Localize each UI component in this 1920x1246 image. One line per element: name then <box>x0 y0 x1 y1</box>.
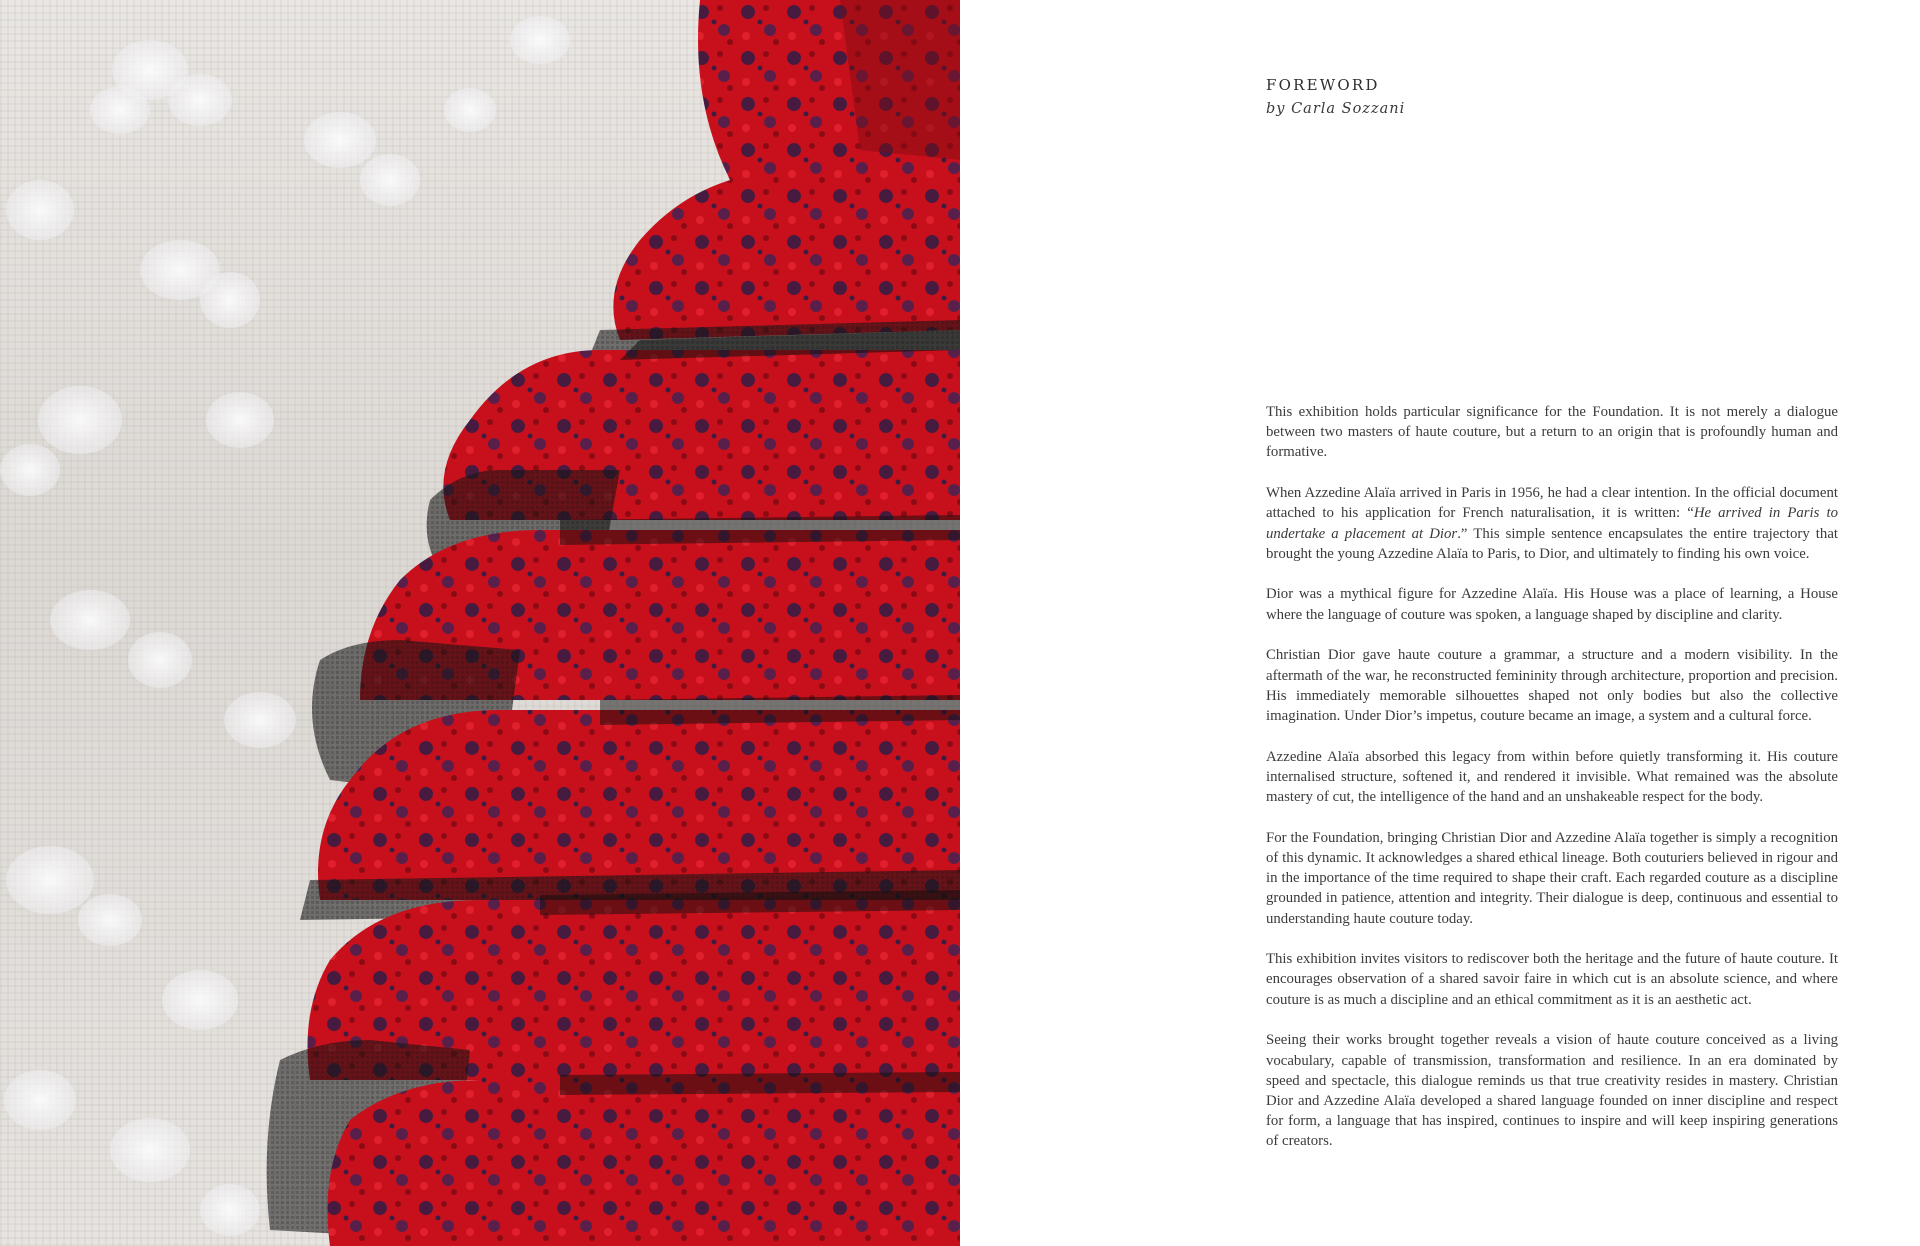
paragraph-1: This exhibition holds particular significance for the Foundation. It is not merely a dialogue between two masters of haute couture, but a return to an origin that is profoundly human and formative. <box>1266 404 1838 461</box>
paragraph-4: Christian Dior gave haute couture a grammar, a structure and a modern visibility. In the aftermath of the war, he reconstructed femininity through architecture, proportion and precision. His immediately memorable silhouettes shaped not only bodies but also the collective imagination. Under Dior’s impetus, couture became an image, a system and a cultural force. <box>1266 647 1838 724</box>
paragraph-7: This exhibition invites visitors to rediscover both the heritage and the future of haute couture. It encourages observation of a shared savoir faire in which cut is an absolute science, and where couture is as much a discipline and an ethical commitment as it is an aesthetic act. <box>1266 951 1838 1008</box>
foreword-title: FOREWORD <box>1266 76 1380 94</box>
foreword-author: by Carla Sozzani <box>1266 101 1406 117</box>
paragraph-2-quote: He arrived in Paris to undertake a placement at Dior <box>1266 505 1839 542</box>
paragraph-5: Azzedine Alaïa absorbed this legacy from within before quietly transforming it. His couture internalised structure, softened it, and rendered it invisible. What remained was the absolute mastery of cut, the intelligence of the hand and an unshakeable respect for the body. <box>1266 748 1838 806</box>
paragraph-2-start: When Azzedine Alaïa arrived in Paris in 1956, he had a clear intention. In the official document attached to his application for French naturalisation, it is written: “ <box>1266 485 1838 522</box>
foreword-body <box>1266 402 1838 1172</box>
paragraph-3: Dior was a mythical figure for Azzedine Alaïa. His House was a place of learning, a House where the language of couture was spoken, a language shaped by discipline and clarity. <box>1266 586 1838 623</box>
paragraph-6: For the Foundation, bringing Christian Dior and Azzedine Alaïa together is simply a recognition of this dynamic. It acknowledges a shared ethical lineage. Both couturiers believed in rigour and in the importance of the time required to shape their craft. Each regarded couture as a discipline grounded in patience, attention and integrity. Their dialogue is deep, continuous and essential to understanding haute couture today. <box>1266 829 1838 927</box>
paragraph-2-end: .” This simple sentence encapsulates the entire trajectory that brought the young Azzedine Alaïa to Paris, to Dior, and ultimately to finding his own voice. <box>1266 525 1838 562</box>
foreword-heading <box>1266 76 1405 117</box>
foreword-page <box>960 0 1920 1246</box>
paragraph-2 <box>1266 483 1838 564</box>
paragraph-8: Seeing their works brought together reveals a vision of haute couture conceived as a living vocabulary, capable of transmission, transformation and resilience. In an era dominated by speed and spectacle, this dialogue reminds us that true creativity resides in mastery. Christian Dior and Azzedine Alaïa developed a shared language founded on inner discipline and respect for form, a language that has inspired, continues to inspire and will keep inspiring generations of creators. <box>1266 1032 1838 1150</box>
